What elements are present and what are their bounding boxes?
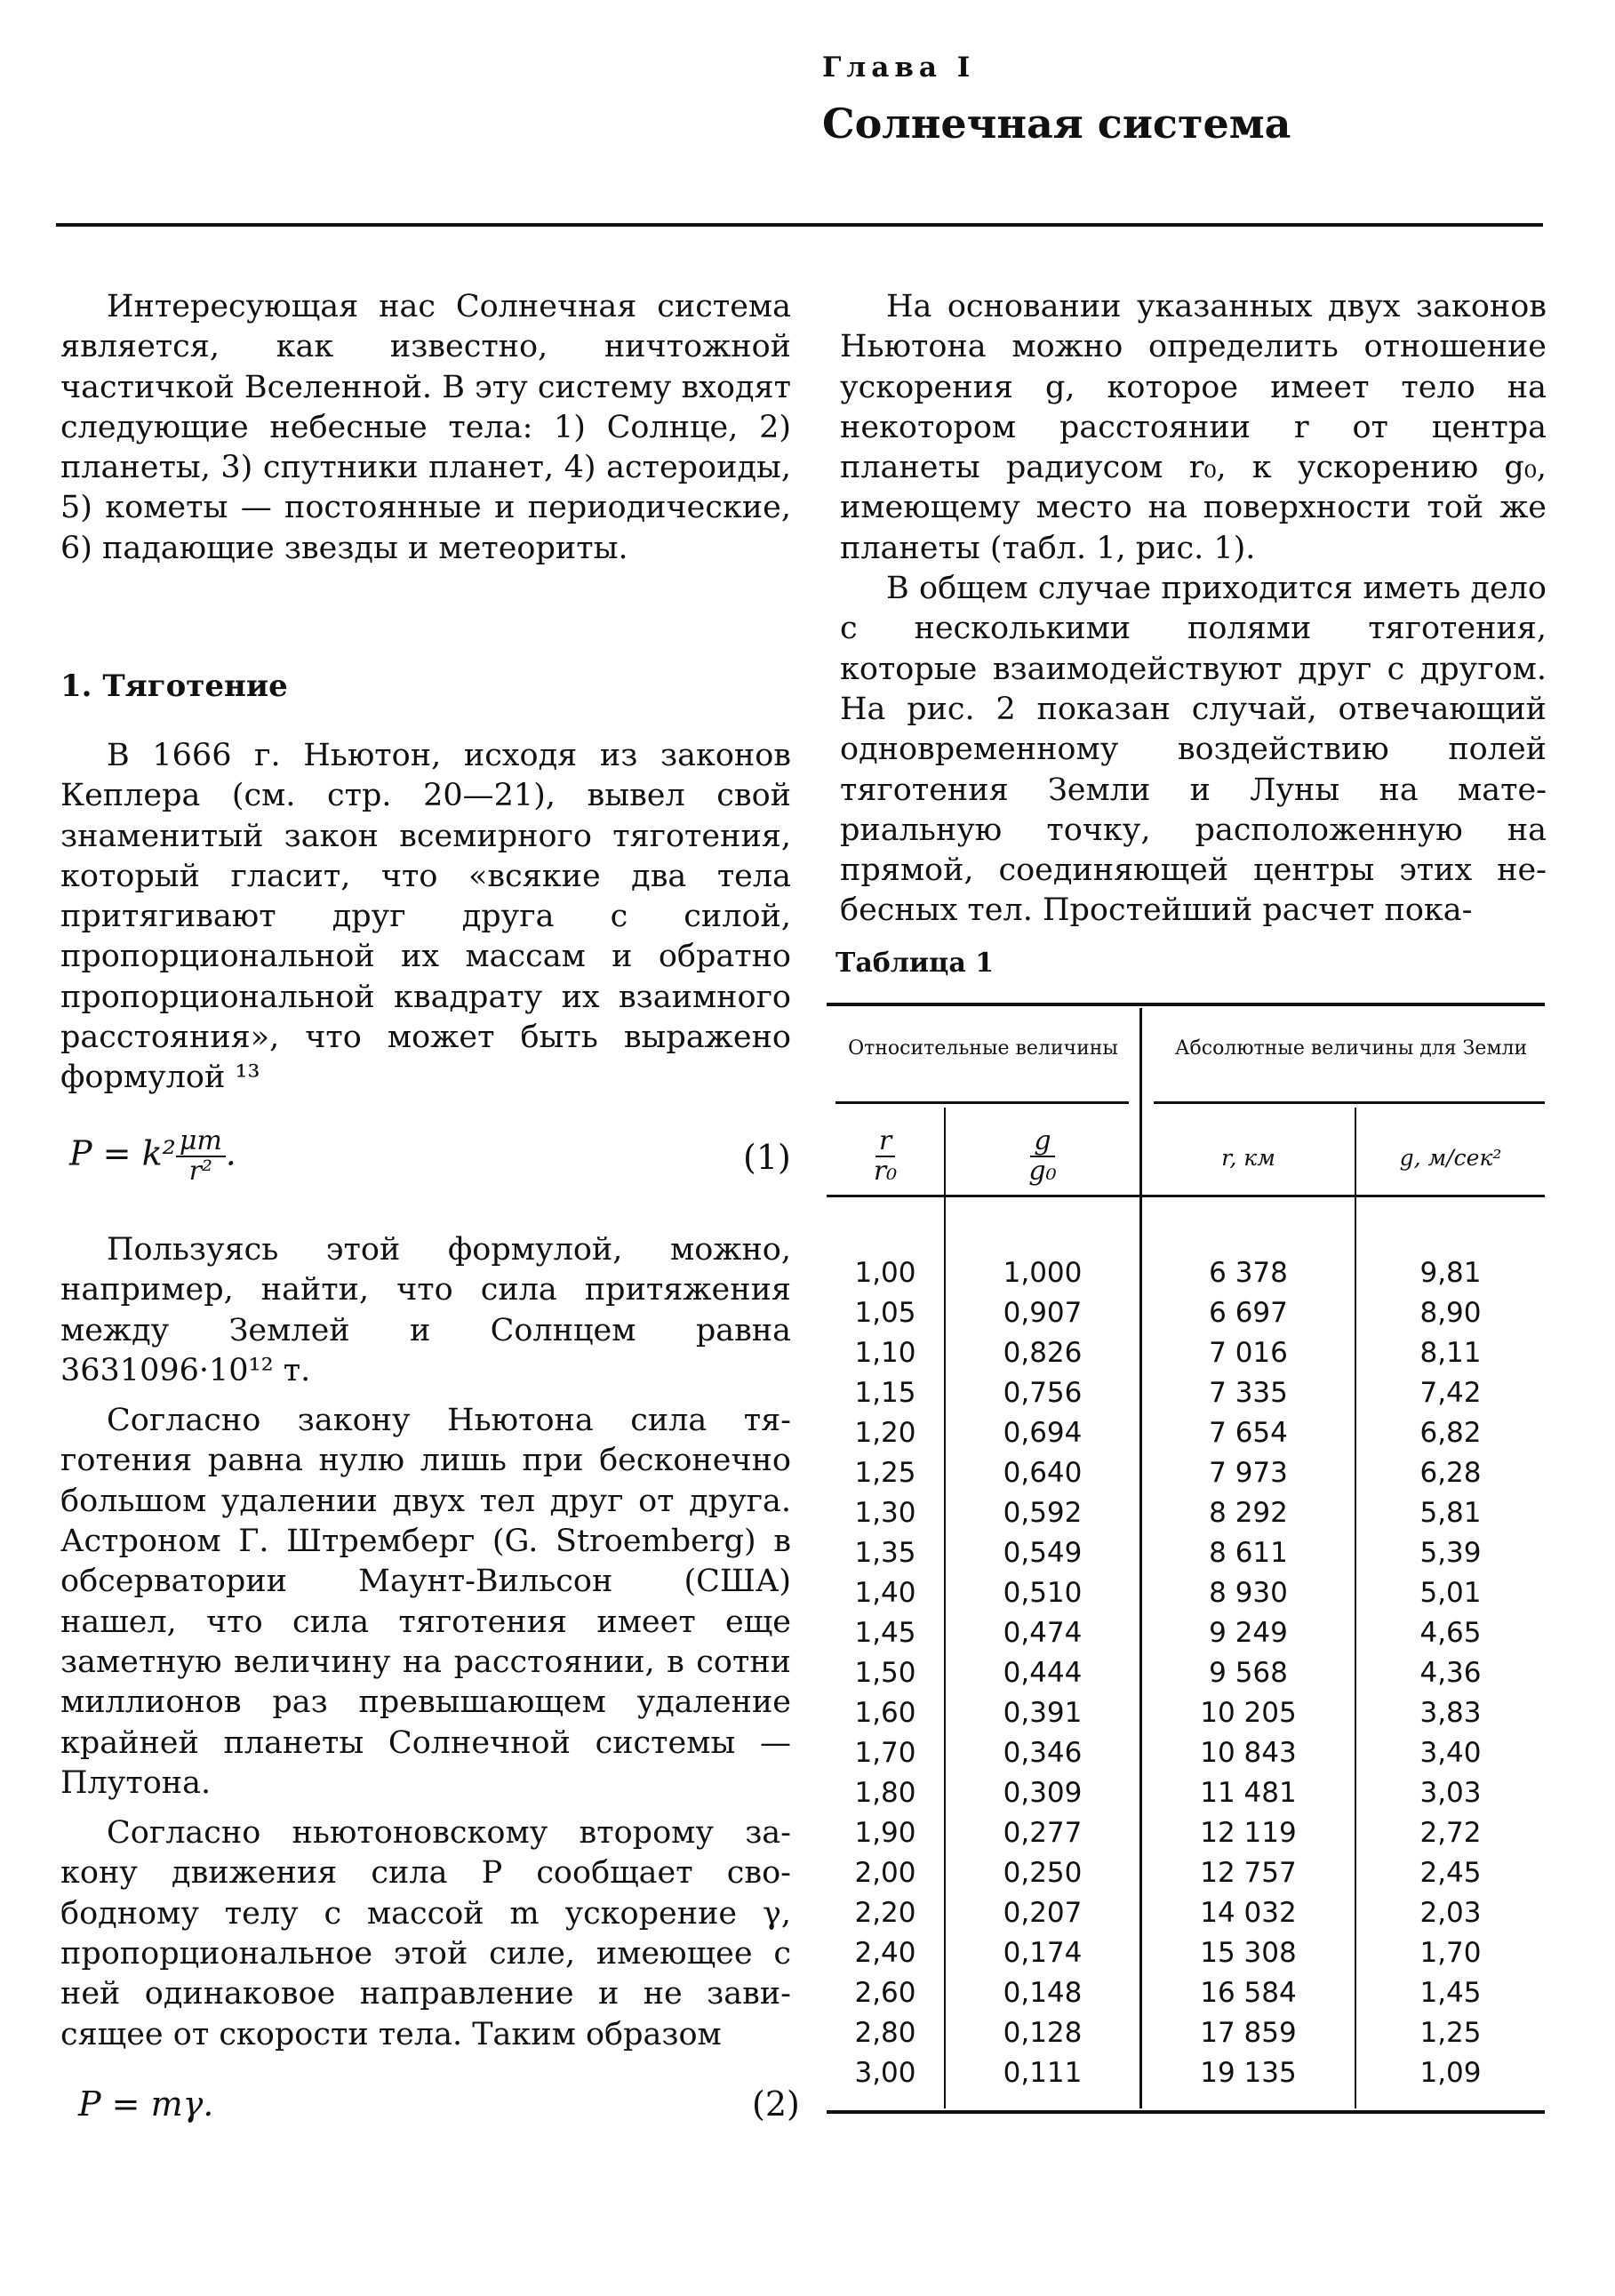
cell-r-ratio: 2,80: [854, 2017, 916, 2049]
cell-r-ratio: 1,35: [854, 1537, 916, 1569]
cell-g-value: 2,03: [1419, 1897, 1482, 1929]
cell-r-km: 15 308: [1200, 1937, 1297, 1969]
intro-paragraph-block: [60, 287, 791, 569]
cell-g-value: 4,65: [1419, 1617, 1482, 1649]
paragraph-multiple-fields: В общем случае приходится иметь дело с несколькими полями тяготения, которые взаимодействуют друг с другом. На рис. 2 показан случай, отвечающий одновременному воздействию полей тяготения Земли и Луны на материальную точку, расположенную на прямой, соединяющей центры этих небесных тел. Простейший расчет пока-: [840, 571, 1547, 929]
formula-1-fraction: [176, 1127, 226, 1186]
cell-g-ratio: 0,111: [1003, 2057, 1083, 2089]
cell-g-value: 4,36: [1419, 1657, 1482, 1689]
cell-g-ratio: 0,391: [1003, 1697, 1083, 1729]
cell-g-value: 6,82: [1419, 1417, 1482, 1449]
cell-g-value: 5,01: [1419, 1577, 1482, 1609]
formula-1-numerator: μm: [176, 1127, 226, 1157]
cell-g-ratio: 0,640: [1003, 1457, 1083, 1489]
cell-g-ratio: 0,826: [1003, 1337, 1083, 1369]
col-header-g0: g₀: [1028, 1156, 1057, 1187]
paragraph-stroemberg: Согласно закону Ньютона сила тяготения равна нулю лишь при бесконечно большом удалении двух тел друг от друга. Астроном Г. Штремберг (G. Stroemberg) в обсерватории Маунт-Вильсон (США) нашел, что сила тяготения имеет еще заметную величину на расстоянии, в сотни миллионов раз превышающем удаление крайней планеты Солнечной системы — Плутона.: [60, 1403, 791, 1801]
cell-r-ratio: 1,40: [854, 1577, 916, 1609]
cell-g-value: 1,25: [1419, 2017, 1482, 2049]
cell-g-ratio: 0,474: [1003, 1617, 1083, 1649]
cell-r-ratio: 1,50: [854, 1657, 916, 1689]
cell-g-ratio: 0,207: [1003, 1897, 1083, 1929]
cell-r-km: 7 016: [1209, 1337, 1288, 1369]
cell-g-ratio: 0,174: [1003, 1937, 1083, 1969]
cell-r-km: 7 973: [1209, 1457, 1288, 1489]
cell-g-ratio: 0,510: [1003, 1577, 1083, 1609]
cell-r-ratio: 1,20: [854, 1417, 916, 1449]
cell-g-value: 1,45: [1419, 1977, 1482, 2009]
paragraph-newton-law: В 1666 г. Ньютон, исходя из законов Кеплера (см. стр. 20—21), вывел свой знаменитый закон всемирного тяготения, который гласит, что «всякие два тела притягивают друг друга с силой, пропорциональной их массам и обратно пропорциональной квадрату их взаимного расстояния», что может быть выражено формулой ¹³: [60, 738, 791, 1096]
cell-g-value: 2,72: [1419, 1817, 1482, 1849]
paragraph-acceleration-ratio: На основании указанных двух законов Ньютона можно определить отношение ускорения g, которое имеет тело на некотором расстоянии r от центра планеты радиусом r₀, к ускорению g₀, имеющему место на поверхности той же планеты (табл. 1, рис. 1).: [840, 289, 1547, 566]
col-header-r: r: [875, 1127, 895, 1157]
formula-2-label: (2): [752, 2084, 800, 2124]
cell-g-value: 3,83: [1419, 1697, 1482, 1729]
cell-g-ratio: 0,148: [1003, 1977, 1083, 2009]
col-header-g-msec: g, м/сек²: [1399, 1145, 1502, 1171]
cell-g-value: 8,90: [1419, 1297, 1482, 1329]
cell-g-ratio: 0,756: [1003, 1377, 1083, 1409]
col-header-r-km: r, км: [1221, 1145, 1275, 1171]
cell-r-ratio: 1,70: [854, 1737, 916, 1769]
cell-r-ratio: 1,30: [854, 1497, 916, 1529]
cell-g-ratio: 0,592: [1003, 1497, 1083, 1529]
cell-g-ratio: 0,250: [1003, 1857, 1083, 1889]
cell-g-ratio: 0,346: [1003, 1737, 1083, 1769]
cell-r-km: 9 568: [1209, 1657, 1288, 1689]
cell-g-value: 6,28: [1419, 1457, 1482, 1489]
table-top-rule: [827, 1003, 1545, 1006]
cell-g-ratio: 0,444: [1003, 1657, 1083, 1689]
cell-g-ratio: 0,549: [1003, 1537, 1083, 1569]
cell-r-ratio: 2,00: [854, 1857, 916, 1889]
cell-r-ratio: 1,60: [854, 1697, 916, 1729]
cell-r-km: 8 292: [1209, 1497, 1288, 1529]
section-body: [60, 736, 791, 1108]
col-header-r-ratio: [827, 1127, 944, 1186]
cell-g-value: 9,81: [1419, 1257, 1482, 1289]
body-continued: [60, 1230, 791, 2065]
cell-r-km: 7 335: [1209, 1377, 1288, 1409]
cell-g-ratio: 0,907: [1003, 1297, 1083, 1329]
cell-g-value: 8,11: [1419, 1337, 1482, 1369]
cell-r-km: 16 584: [1200, 1977, 1297, 2009]
cell-g-value: 7,42: [1419, 1377, 1482, 1409]
cell-r-ratio: 1,80: [854, 1777, 916, 1809]
cell-g-value: 3,03: [1419, 1777, 1482, 1809]
cell-r-ratio: 1,90: [854, 1817, 916, 1849]
table-group1-rule: [835, 1101, 1129, 1104]
paragraph-second-law: Согласно ньютоновскому второму закону движения сила P сообщает свободному телу с массой m ускорение γ, пропорциональное этой силе, имеющее с ней одинаковое направление и не зависящее от скорости тела. Таким образом: [60, 1815, 791, 2052]
table-caption: Таблица 1: [835, 948, 995, 979]
cell-g-ratio: 0,128: [1003, 2017, 1083, 2049]
col-header-r0: r₀: [873, 1156, 898, 1187]
cell-r-ratio: 1,45: [854, 1617, 916, 1649]
table-group2-header: Абсолютные величины для Земли: [1174, 1037, 1528, 1060]
cell-g-ratio: 0,694: [1003, 1417, 1083, 1449]
table-bottom-rule: [827, 2110, 1545, 2114]
cell-r-km: 10 205: [1200, 1697, 1297, 1729]
header-rule: [56, 223, 1543, 227]
paragraph-earth-sun-force: Пользуясь этой формулой, можно, например, найти, что сила притяжения между Землей и Солнцем равна 3631096·10¹² т.: [60, 1232, 791, 1388]
cell-r-ratio: 3,00: [854, 2057, 916, 2089]
cell-r-ratio: 1,25: [854, 1457, 916, 1489]
cell-g-value: 1,70: [1419, 1937, 1482, 1969]
formula-1-denominator: r²: [188, 1156, 212, 1187]
chapter-title: Солнечная система: [822, 100, 1291, 148]
cell-r-ratio: 2,60: [854, 1977, 916, 2009]
cell-r-km: 9 249: [1209, 1617, 1288, 1649]
col-header-g: g: [1030, 1127, 1054, 1157]
cell-r-km: 11 481: [1200, 1777, 1297, 1809]
cell-r-ratio: 1,00: [854, 1257, 916, 1289]
cell-r-ratio: 1,05: [854, 1297, 916, 1329]
gravity-table: [827, 1003, 1545, 2114]
chapter-label: Глава I: [822, 52, 976, 84]
cell-r-km: 6 697: [1209, 1297, 1288, 1329]
cell-r-km: 8 611: [1209, 1537, 1288, 1569]
cell-g-value: 5,81: [1419, 1497, 1482, 1529]
cell-r-ratio: 1,10: [854, 1337, 916, 1369]
table-group1-header: Относительные величины: [848, 1037, 1118, 1060]
table-header-rule: [827, 1195, 1545, 1197]
formula-1-label: (1): [743, 1138, 791, 1177]
cell-g-value: 1,09: [1419, 2057, 1482, 2089]
cell-r-ratio: 1,15: [854, 1377, 916, 1409]
right-column: [840, 287, 1547, 932]
cell-r-km: 17 859: [1200, 2017, 1297, 2049]
cell-r-km: 14 032: [1200, 1897, 1297, 1929]
cell-r-km: 7 654: [1209, 1417, 1288, 1449]
cell-r-km: 19 135: [1200, 2057, 1297, 2089]
intro-paragraph: Интересующая нас Солнечная система является, как известно, ничтожной частичкой Вселенной. В эту систему входят следующие небесные тела: 1) Солнце, 2) планеты, 3) спутники планет, 4) астероиды, 5) кометы — постоянные и периодические, 6) падающие звезды и метеориты.: [60, 289, 791, 566]
formula-1-tail: .: [225, 1133, 236, 1173]
formula-1-lhs: P = k²: [69, 1133, 176, 1173]
cell-g-value: 2,45: [1419, 1857, 1482, 1889]
formula-1: [69, 1127, 236, 1186]
cell-g-ratio: 0,309: [1003, 1777, 1083, 1809]
cell-g-value: 5,39: [1419, 1537, 1482, 1569]
cell-g-value: 3,40: [1419, 1737, 1482, 1769]
cell-r-km: 10 843: [1200, 1737, 1297, 1769]
table-group2-rule: [1154, 1101, 1545, 1104]
cell-r-ratio: 2,20: [854, 1897, 916, 1929]
cell-r-km: 6 378: [1209, 1257, 1288, 1289]
cell-r-ratio: 2,40: [854, 1937, 916, 1969]
formula-2: P = mγ.: [78, 2084, 214, 2124]
cell-g-ratio: 1,000: [1003, 1257, 1083, 1289]
cell-r-km: 12 757: [1200, 1857, 1297, 1889]
cell-g-ratio: 0,277: [1003, 1817, 1083, 1849]
cell-r-km: 12 119: [1200, 1817, 1297, 1849]
section-title: 1. Тяготение: [60, 668, 288, 704]
cell-r-km: 8 930: [1209, 1577, 1288, 1609]
col-header-g-ratio: [946, 1127, 1139, 1186]
